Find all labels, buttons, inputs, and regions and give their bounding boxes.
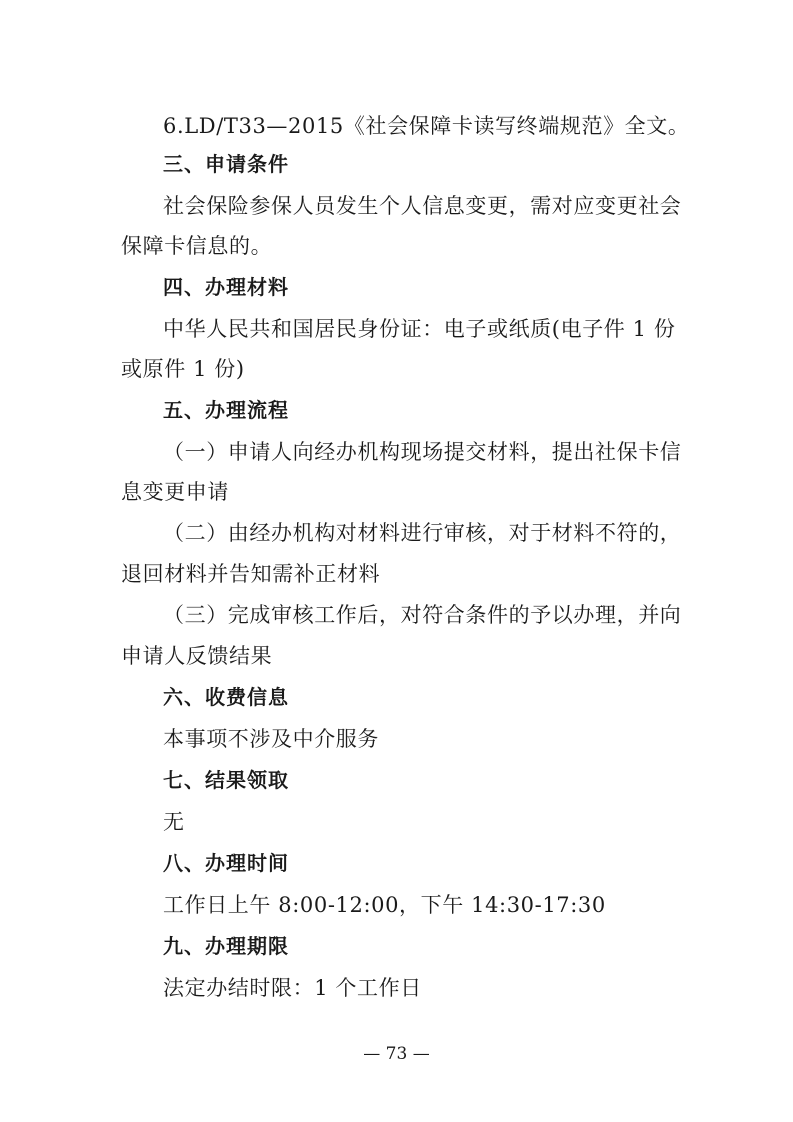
paragraph-line: 或原件 1 份): [121, 357, 245, 381]
section-heading-process: 五、办理流程: [163, 398, 289, 422]
paragraph-line: 息变更申请: [121, 480, 229, 504]
paragraph-line: 法定办结时限：1 个工作日: [163, 976, 422, 1000]
reference-item-6: 6.LD/T33—2015《社会保障卡读写终端规范》全文。: [163, 114, 690, 138]
process-step-1: （一）申请人向经办机构现场提交材料，提出社保卡信: [163, 440, 682, 464]
paragraph-line: 申请人反馈结果: [121, 644, 273, 668]
page-number: — 73 —: [363, 1044, 430, 1064]
process-step-3: （三）完成审核工作后，对符合条件的予以办理，并向: [163, 603, 682, 627]
paragraph-line: 保障卡信息的。: [121, 234, 273, 258]
section-heading-time-limit: 九、办理期限: [163, 934, 289, 958]
section-heading-office-hours: 八、办理时间: [163, 851, 289, 875]
paragraph-line: 中华人民共和国居民身份证：电子或纸质(电子件 1 份: [163, 317, 676, 341]
paragraph-line: 社会保险参保人员发生个人信息变更，需对应变更社会: [163, 194, 682, 218]
section-heading-application-conditions: 三、申请条件: [163, 152, 289, 176]
section-heading-result-collection: 七、结果领取: [163, 768, 289, 792]
process-step-2: （二）由经办机构对材料进行审核，对于材料不符的，: [163, 521, 682, 545]
section-heading-fees: 六、收费信息: [163, 685, 289, 709]
section-heading-materials: 四、办理材料: [163, 275, 289, 299]
paragraph-line: 工作日上午 8:00-12:00，下午 14:30-17:30: [163, 893, 606, 917]
paragraph-line: 无: [163, 810, 185, 834]
paragraph-line: 退回材料并告知需补正材料: [121, 562, 381, 586]
paragraph-line: 本事项不涉及中介服务: [163, 727, 379, 751]
